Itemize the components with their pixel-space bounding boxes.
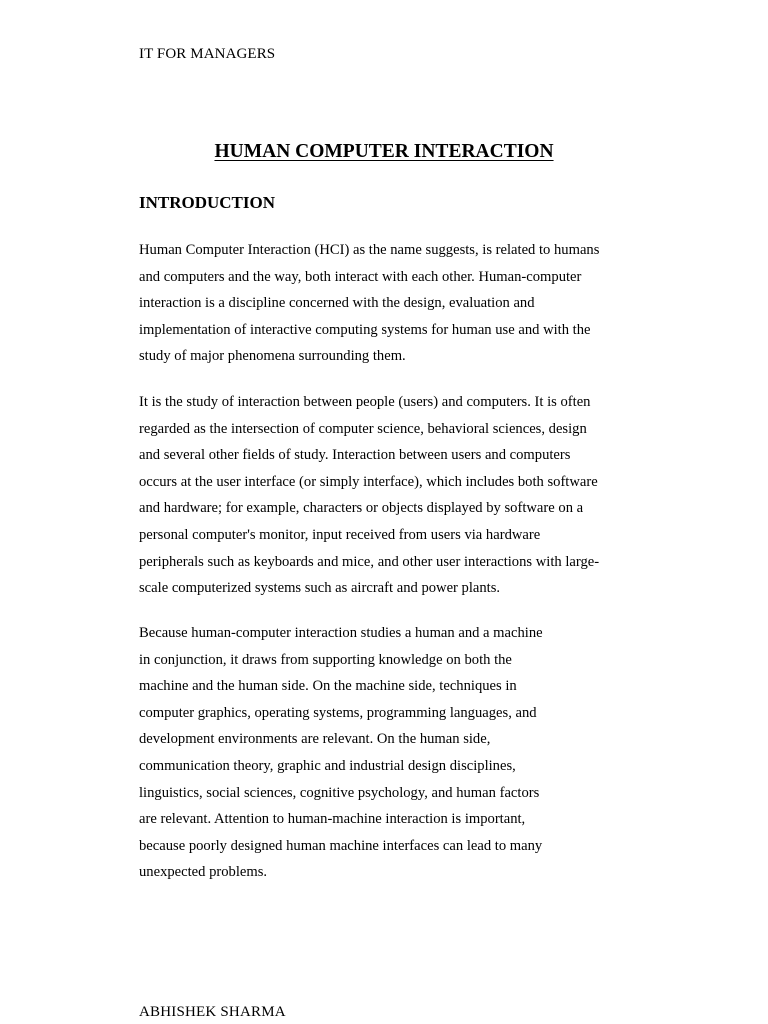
paragraph-line: peripherals such as keyboards and mice, and other user interactions with large- — [139, 553, 600, 570]
paragraph-line: personal computer's monitor, input received from users via hardware — [139, 526, 541, 543]
paragraph-line: It is the study of interaction between people (users) and computers. It is often — [139, 394, 591, 410]
paragraph-line: study of major phenomena surrounding them. — [139, 348, 406, 365]
paragraph-line: interaction is a discipline concerned with the design, evaluation and — [139, 295, 535, 312]
paragraph-line: Human Computer Interaction (HCI) as the name suggests, is related to humans — [139, 242, 600, 258]
paragraph-line: occurs at the user interface (or simply interface), which includes both software — [139, 473, 598, 490]
paragraph-line: and several other fields of study. Interaction between users and computers — [139, 447, 571, 464]
page-header-course: IT FOR MANAGERS — [139, 46, 276, 62]
paragraph-line: Because human-computer interaction studies a human and a machine — [139, 625, 543, 641]
paragraph-line: and hardware; for example, characters or objects displayed by software on a — [139, 500, 584, 517]
paragraph-line: linguistics, social sciences, cognitive psychology, and human factors — [139, 784, 540, 801]
section-heading: INTRODUCTION — [139, 193, 276, 212]
paragraph-line: machine and the human side. On the machine side, techniques in — [139, 678, 517, 695]
paragraph-line: regarded as the intersection of computer science, behavioral sciences, design — [139, 420, 587, 437]
paragraph-line: development environments are relevant. On the human side, — [139, 731, 491, 748]
paragraph-line: because poorly designed human machine interfaces can lead to many — [139, 837, 543, 854]
paragraph-2 — [139, 389, 599, 602]
paragraph-line: and computers and the way, both interact with each other. Human-computer — [139, 268, 582, 285]
page-footer-author: ABHISHEK SHARMA — [139, 1004, 286, 1020]
paragraph-line: in conjunction, it draws from supporting knowledge on both the — [139, 651, 512, 668]
paragraph-line: implementation of interactive computing systems for human use and with the — [139, 321, 591, 338]
paragraph-3 — [139, 620, 543, 886]
paragraph-1 — [139, 237, 599, 370]
paragraph-line: computer graphics, operating systems, programming languages, and — [139, 704, 537, 721]
paragraph-line: scale computerized systems such as aircraft and power plants. — [139, 580, 501, 597]
paragraph-line: are relevant. Attention to human-machine interaction is important, — [139, 811, 526, 828]
document-title: HUMAN COMPUTER INTERACTION — [214, 141, 554, 162]
paragraph-line: communication theory, graphic and industrial design disciplines, — [139, 757, 516, 774]
paragraph-line: unexpected problems. — [139, 864, 268, 881]
